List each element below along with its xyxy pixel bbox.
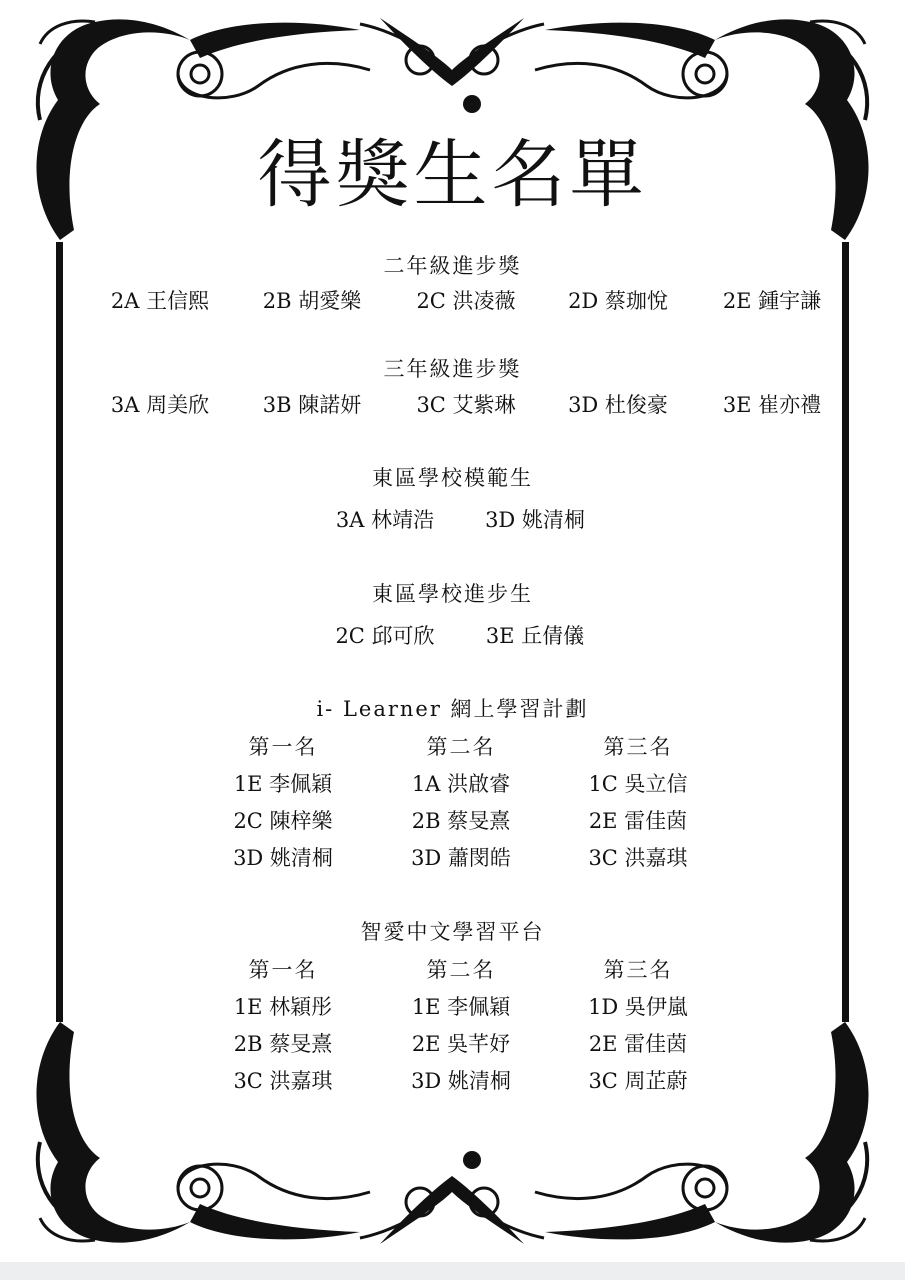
rank-name: 3D 姚清桐 bbox=[411, 1069, 511, 1093]
award-name: 3A 林靖浩 bbox=[335, 508, 435, 532]
rank-name: 2E 吳芊妤 bbox=[411, 1032, 511, 1056]
grade3-progress-title: 三年級進步獎 bbox=[383, 357, 522, 381]
rank-heading: 第三名 bbox=[603, 958, 673, 982]
award-name: 3E 崔亦禮 bbox=[722, 393, 822, 417]
rank-column-third bbox=[563, 729, 713, 877]
ilearner-title: i- Learner 網上學習計劃 bbox=[316, 697, 589, 721]
award-name: 3A 周美欣 bbox=[110, 393, 210, 417]
east-progress-names bbox=[0, 621, 905, 651]
rank-name: 3C 洪嘉琪 bbox=[588, 846, 688, 870]
rank-name: 1E 李佩穎 bbox=[411, 995, 511, 1019]
rank-name: 2C 陳梓樂 bbox=[233, 809, 333, 833]
rank-heading: 第一名 bbox=[248, 958, 318, 982]
grade3-progress-names bbox=[0, 390, 905, 420]
rank-name: 2E 雷佳茵 bbox=[588, 809, 688, 833]
rank-column-second bbox=[386, 952, 536, 1100]
page-title: 得獎生名單 bbox=[257, 132, 648, 218]
rank-column-first bbox=[208, 952, 358, 1100]
rank-name: 3D 蕭閔皓 bbox=[411, 846, 511, 870]
east-model-title: 東區學校模範生 bbox=[372, 466, 533, 490]
east-model-names bbox=[0, 505, 905, 535]
rank-name: 3C 洪嘉琪 bbox=[233, 1069, 333, 1093]
award-name: 3C 艾紫琳 bbox=[416, 393, 516, 417]
rank-heading: 第二名 bbox=[426, 735, 496, 759]
award-name: 2C 洪凌薇 bbox=[416, 289, 516, 313]
rank-name: 2B 蔡旻熹 bbox=[411, 809, 511, 833]
rank-column-third bbox=[563, 952, 713, 1100]
award-name: 2B 胡愛樂 bbox=[262, 289, 362, 313]
rank-name: 1E 李佩穎 bbox=[233, 772, 333, 796]
rank-name: 2E 雷佳茵 bbox=[588, 1032, 688, 1056]
east-progress-title: 東區學校進步生 bbox=[372, 582, 533, 606]
rank-name: 1D 吳伊嵐 bbox=[588, 995, 688, 1019]
page-bottom-strip bbox=[0, 1262, 905, 1280]
rank-heading: 第三名 bbox=[603, 735, 673, 759]
award-name: 2E 鍾宇謙 bbox=[722, 289, 822, 313]
rank-name: 1C 吳立信 bbox=[588, 772, 688, 796]
award-name: 2A 王信熙 bbox=[110, 289, 210, 313]
rank-name: 1E 林穎彤 bbox=[233, 995, 333, 1019]
award-name: 3E 丘倩儀 bbox=[485, 624, 585, 648]
award-name: 2C 邱可欣 bbox=[335, 624, 435, 648]
award-name: 3B 陳諾妍 bbox=[262, 393, 362, 417]
award-name: 2D 蔡珈悅 bbox=[568, 289, 668, 313]
rank-column-first bbox=[208, 729, 358, 877]
rank-name: 1A 洪啟睿 bbox=[411, 772, 511, 796]
rank-heading: 第二名 bbox=[426, 958, 496, 982]
grade2-progress-title: 二年級進步獎 bbox=[383, 254, 522, 278]
zhiai-title: 智愛中文學習平台 bbox=[360, 920, 545, 944]
award-name: 3D 姚清桐 bbox=[485, 508, 585, 532]
award-name: 3D 杜俊豪 bbox=[568, 393, 668, 417]
rank-name: 3D 姚清桐 bbox=[233, 846, 333, 870]
grade2-progress-names bbox=[0, 286, 905, 316]
rank-name: 2B 蔡旻熹 bbox=[233, 1032, 333, 1056]
rank-name: 3C 周芷蔚 bbox=[588, 1069, 688, 1093]
rank-column-second bbox=[386, 729, 536, 877]
rank-heading: 第一名 bbox=[248, 735, 318, 759]
